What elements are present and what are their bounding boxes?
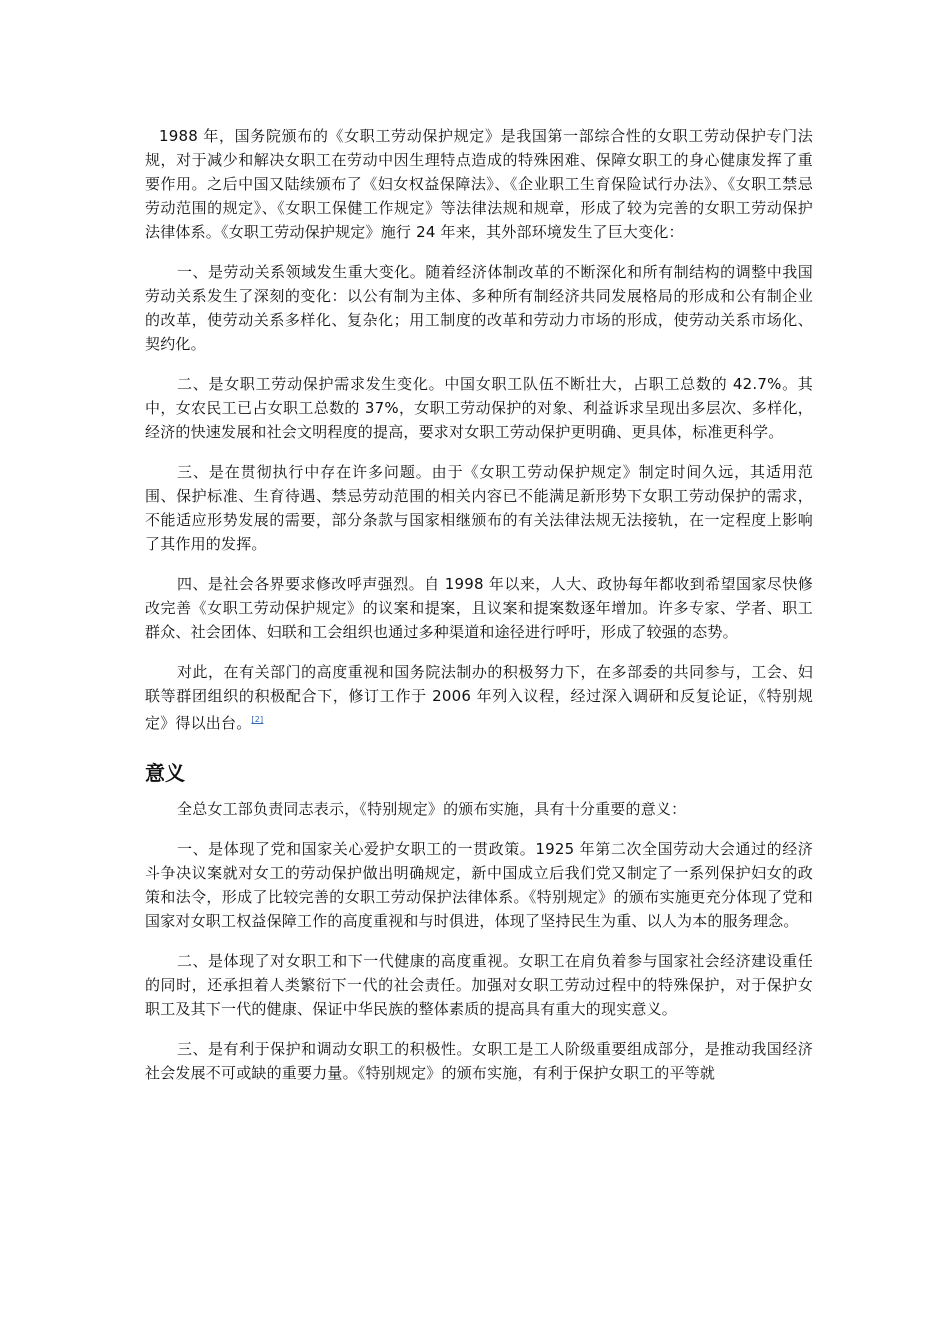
reference-link[interactable]: [2] (251, 715, 264, 724)
significance-item-2-paragraph: 二、是体现了对女职工和下一代健康的高度重视。女职工在肩负着参与国家社会经济建设重任的同时，还承担着人类繁衍下一代的社会责任。加强对女职工劳动过程中的特殊保护，对于保护女职工及其下一代的健康、保证中华民族的整体素质的提高具有重大的现实意义。 (145, 952, 813, 1018)
significance-item-1-paragraph: 一、是体现了党和国家关心爱护女职工的一贯政策。1925 年第二次全国劳动大会通过的经济斗争决议案就对女工的劳动保护做出明确规定，新中国成立后我们党又制定了一系列保护妇女的政策和法令，形成了比较完善的女职工劳动保护法律体系。《特别规定》的颁布实施更充分体现了党和国家对女职工权益保障工作的高度重视和与时俱进，体现了坚持民生为重、以人为本的服务理念。 (145, 840, 813, 930)
significance-intro-paragraph: 全总女工部负责同志表示，《特别规定》的颁布实施，具有十分重要的意义： (177, 800, 687, 818)
significance-item-3-paragraph: 三、是有利于保护和调动女职工的积极性。女职工是工人阶级重要组成部分，是推动我国经济社会发展不可或缺的重要力量。《特别规定》的颁布实施，有利于保护女职工的平等就 (145, 1040, 813, 1082)
intro-paragraph: 1988 年，国务院颁布的《女职工劳动保护规定》是我国第一部综合性的女职工劳动保护专门法规，对于减少和解决女职工在劳动中因生理特点造成的特殊困难、保障女职工的身心健康发挥了重要作用。之后中国又陆续颁布了《妇女权益保障法》、《企业职工生育保险试行办法》、《女职工禁忌劳动范围的规定》、《女职工保健工作规定》等法律法规和规章，形成了较为完善的女职工劳动保护法律体系。《女职工劳动保护规定》施行 24 年来，其外部环境发生了巨大变化： (145, 127, 813, 241)
change-item-4-paragraph: 四、是社会各界要求修改呼声强烈。自 1998 年以来，人大、政协每年都收到希望国家尽快修改完善《女职工劳动保护规定》的议案和提案，且议案和提案数逐年增加。许多专家、学者、职工群众、社会团体、妇联和工会组织也通过多种渠道和途径进行呼吁，形成了较强的态势。 (145, 575, 813, 641)
change-item-1-paragraph: 一、是劳动关系领域发生重大变化。随着经济体制改革的不断深化和所有制结构的调整中我国劳动关系发生了深刻的变化：以公有制为主体、多种所有制经济共同发展格局的形成和公有制企业的改革，使劳动关系多样化、复杂化；用工制度的改革和劳动力市场的形成，使劳动关系市场化、契约化。 (145, 263, 813, 353)
conclusion-paragraph (145, 660, 813, 735)
change-item-2-paragraph: 二、是女职工劳动保护需求发生变化。中国女职工队伍不断壮大，占职工总数的 42.7%。其中，女农民工已占女职工总数的 37%，女职工劳动保护的对象、利益诉求呈现出多层次、多样化，经济的快速发展和社会文明程度的提高，要求对女职工劳动保护更明确、更具体，标准更科学。 (145, 375, 813, 441)
change-item-3-paragraph: 三、是在贯彻执行中存在许多问题。由于《女职工劳动保护规定》制定时间久远，其适用范围、保护标准、生育待遇、禁忌劳动范围的相关内容已不能满足新形势下女职工劳动保护的需求，不能适应形势发展的需要，部分条款与国家相继颁布的有关法律法规无法接轨，在一定程度上影响了其作用的发挥。 (145, 463, 813, 553)
conclusion-text: 对此，在有关部门的高度重视和国务院法制办的积极努力下，在多部委的共同参与，工会、妇联等群团组织的积极配合下，修订工作于 2006 年列入议程，经过深入调研和反复论证，《特别规定》得以出台。 (145, 663, 813, 732)
section-heading-significance: 意义 (145, 761, 185, 785)
document-body (145, 124, 813, 1101)
